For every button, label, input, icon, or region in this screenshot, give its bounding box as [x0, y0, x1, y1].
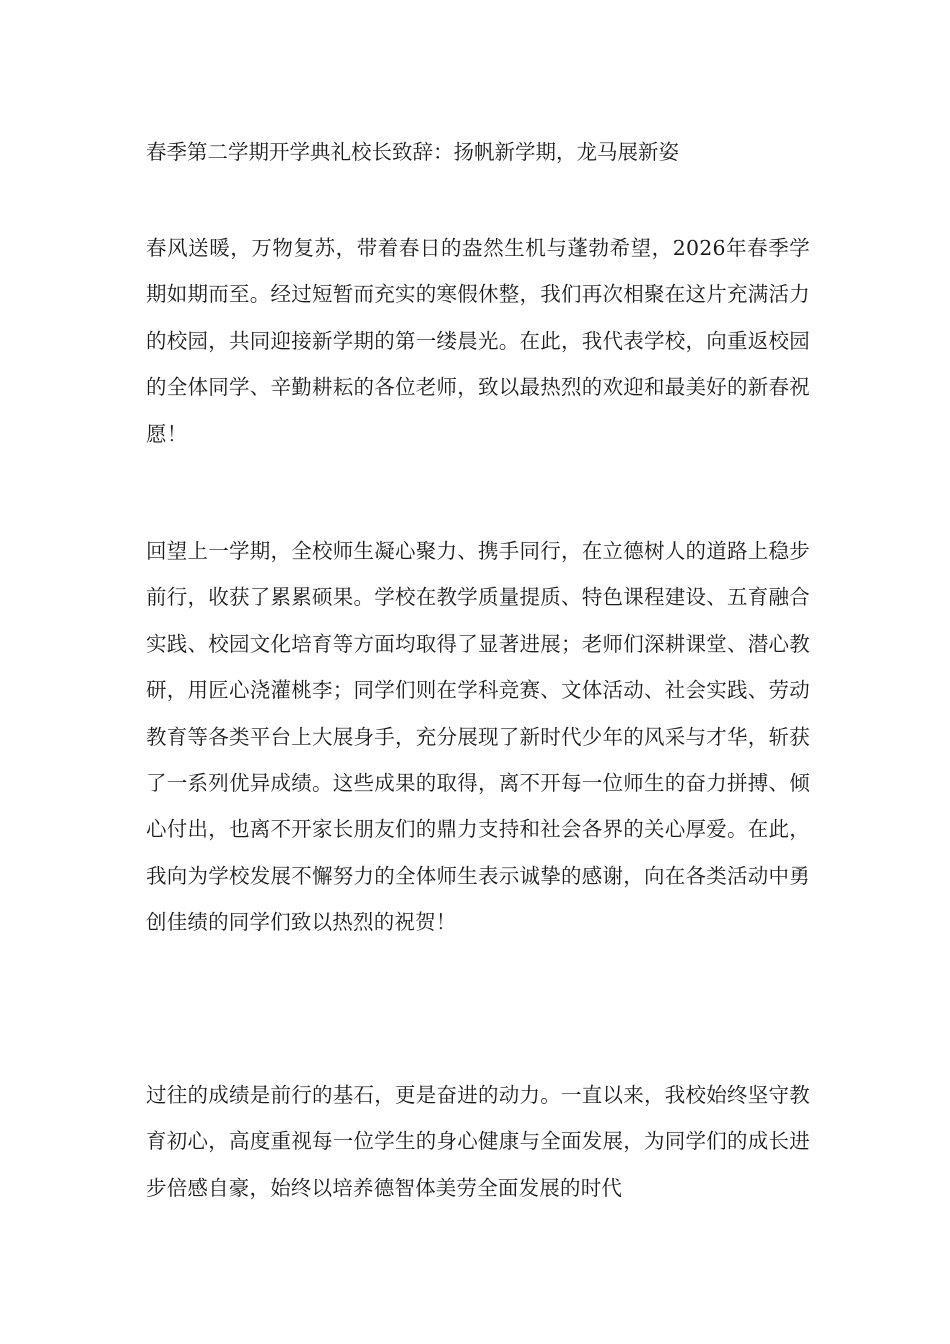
paragraph-welcome: 春风送暖，万物复苏，带着春日的盎然生机与蓬勃希望，2026年春季学期如期而至。经过短暂而充实的寒假休整，我们再次相聚在这片充满活力的校园，共同迎接新学期的第一缕晨光。在此，我代表学校，向重返校园的全体同学、辛勤耕耘的各位老师，致以最热烈的欢迎和最美好的新春祝愿！ [146, 236, 810, 446]
paragraph-outlook: 过往的成绩是前行的基石，更是奋进的动力。一直以来，我校始终坚守教育初心，高度重视每一位学生的身心健康与全面发展，为同学们的成长进步倍感自豪，始终以培养德智体美劳全面发展的时代 [146, 1083, 810, 1200]
paragraph-review: 回望上一学期，全校师生凝心聚力、携手同行，在立德树人的道路上稳步前行，收获了累累硕果。学校在教学质量提质、特色课程建设、五育融合实践、校园文化培育等方面均取得了显著进展；老师们深耕课堂、潜心教研，用匠心浇灌桃李；同学们则在学科竞赛、文体活动、社会实践、劳动教育等各类平台上大展身手，充分展现了新时代少年的风采与才华，斩获了一系列优异成绩。这些成果的取得，离不开每一位师生的奋力拼搏、倾心付出，也离不开家长朋友们的鼎力支持和社会各界的关心厚爱。在此，我向为学校发展不懈努力的全体师生表示诚挚的感谢，向在各类活动中勇创佳绩的同学们致以热烈的祝贺！ [146, 539, 810, 935]
document-title: 春季第二学期开学典礼校长致辞：扬帆新学期，龙马展新姿 [146, 140, 679, 164]
